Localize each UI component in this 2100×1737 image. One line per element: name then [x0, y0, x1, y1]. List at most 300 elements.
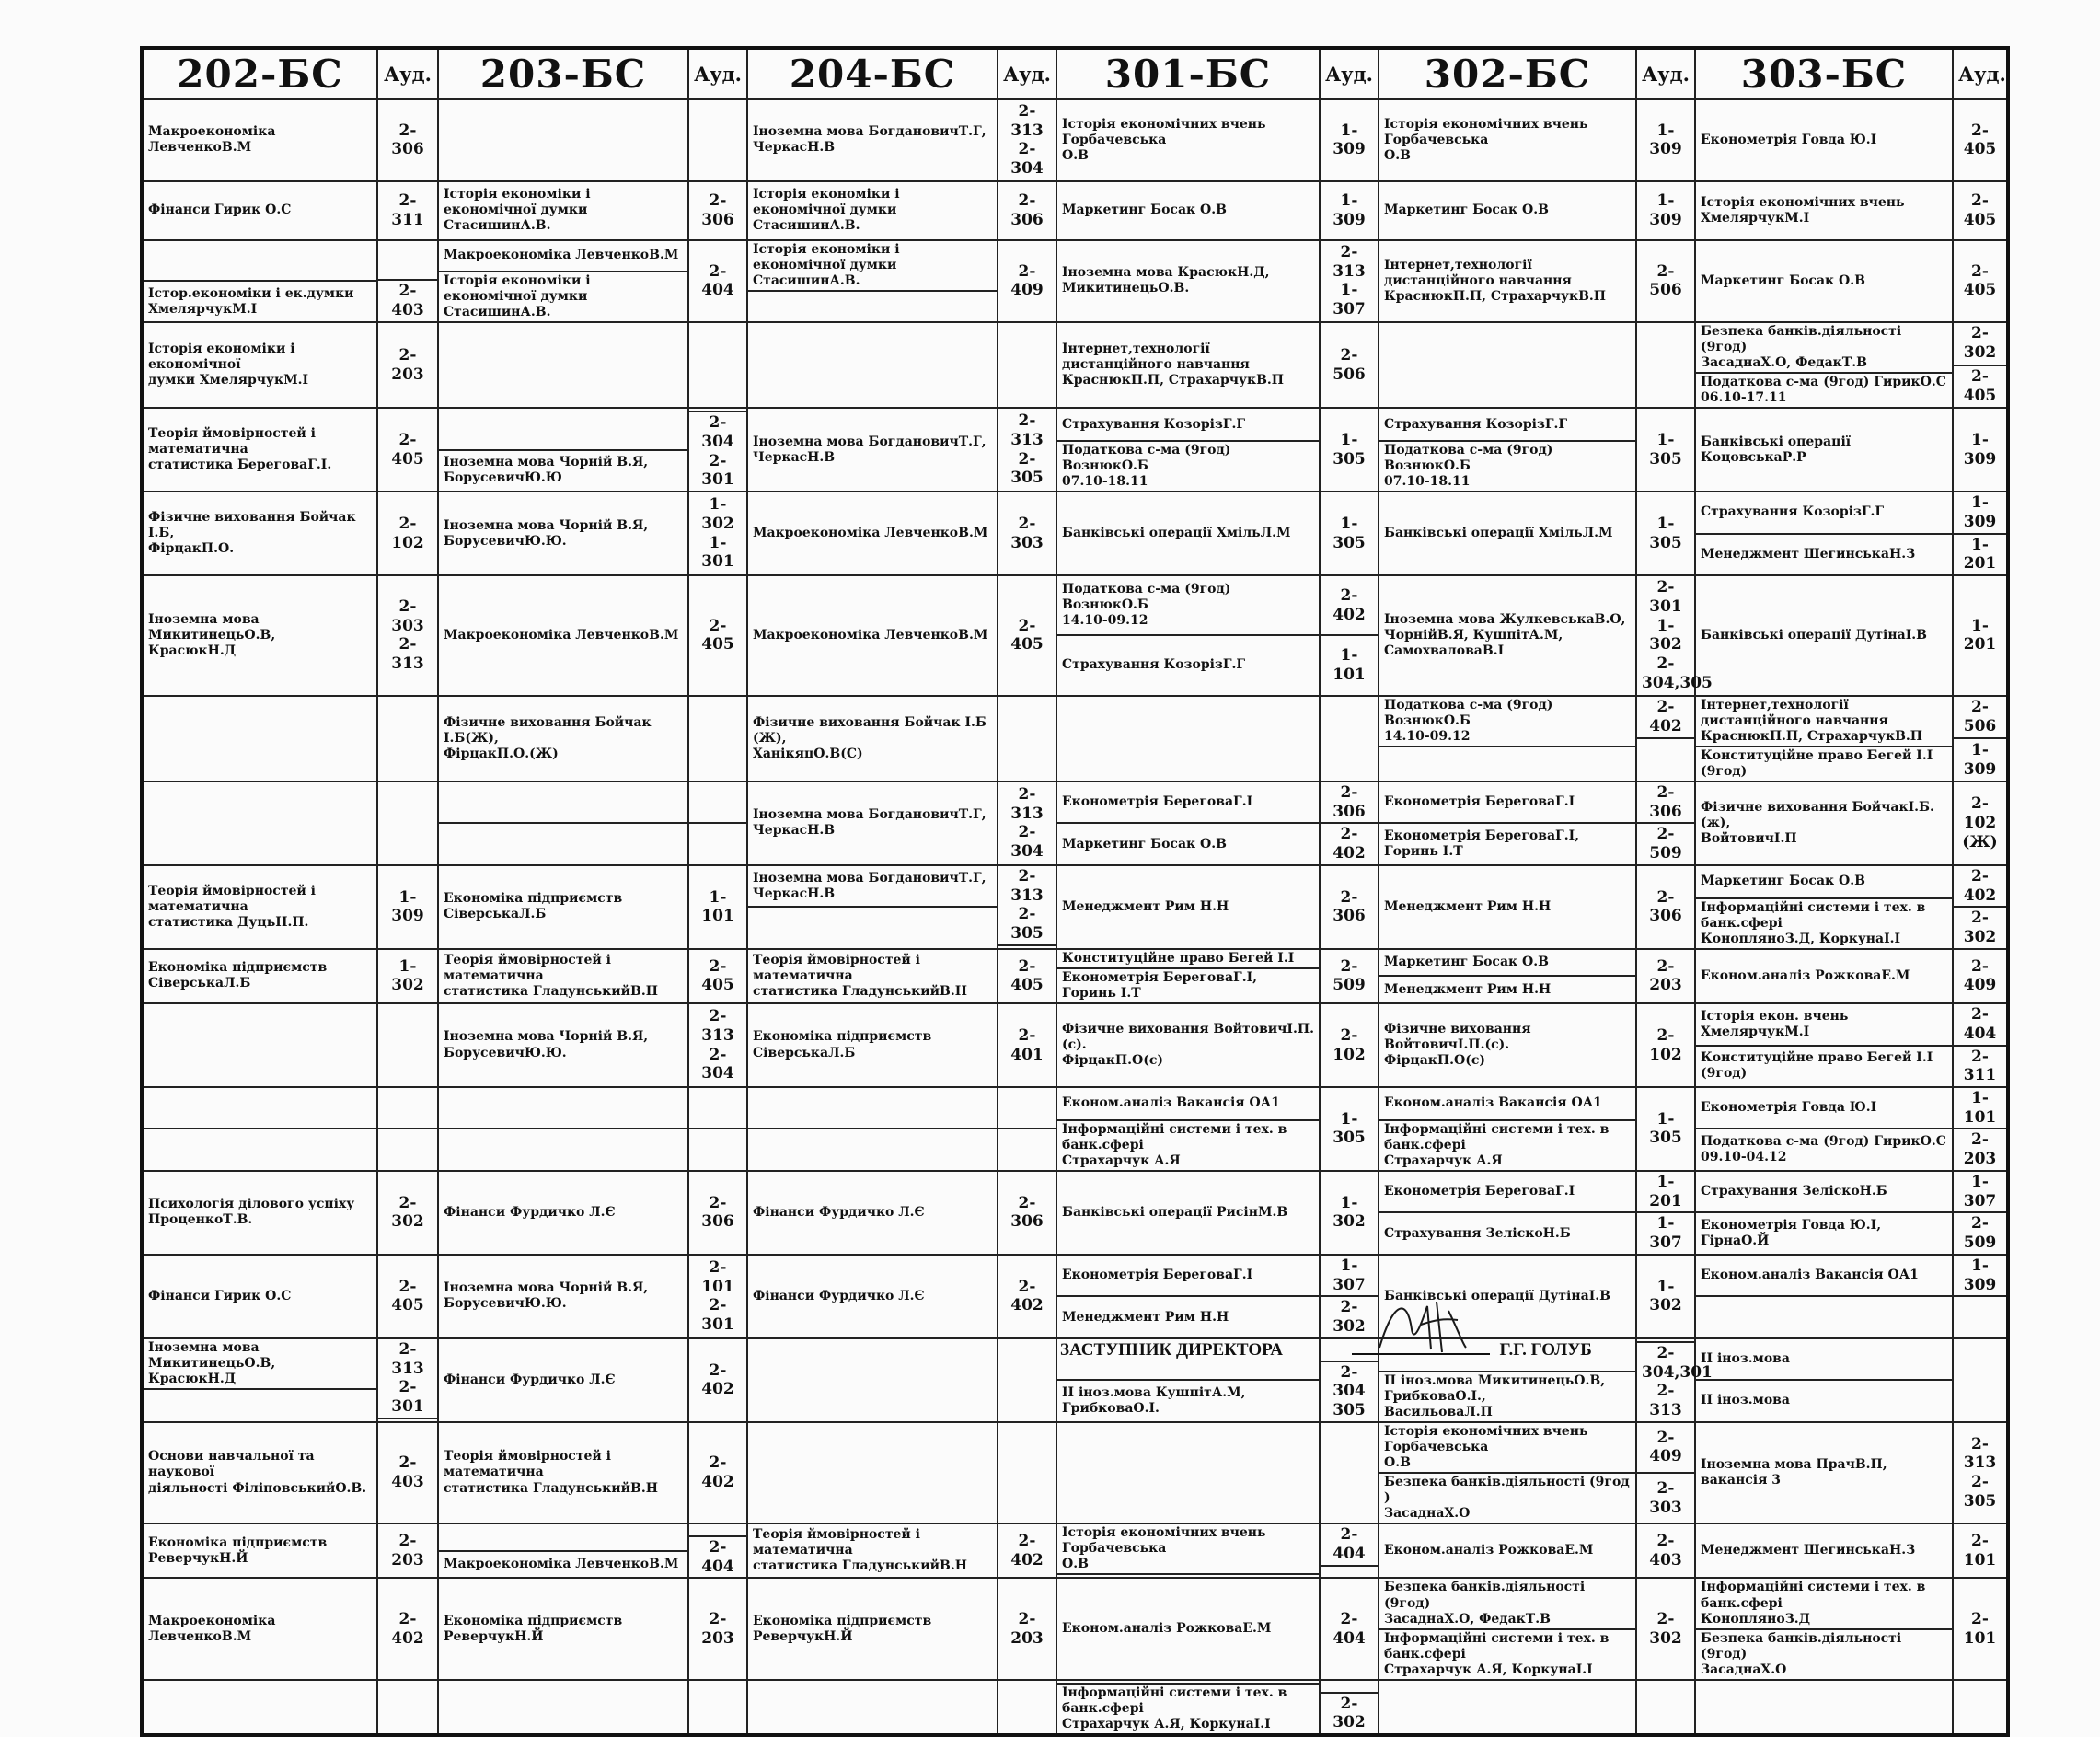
subject-cell — [1695, 1523, 1953, 1578]
split-part — [689, 1088, 746, 1128]
subject-line: Інформаційні системи і тех. в банк.сфері — [1062, 1685, 1287, 1716]
split-part — [1379, 1088, 1635, 1119]
subject-cell — [142, 1255, 377, 1338]
subject-line: Страхування ЗеліскоН.Б — [1701, 1184, 1887, 1199]
room-number: 2-401 — [1010, 1025, 1044, 1064]
room-number: 1-305 — [1333, 1109, 1366, 1148]
subject-cell — [142, 181, 377, 240]
subject-cell — [1695, 240, 1953, 322]
subject-cell — [1056, 1422, 1320, 1523]
subject-line: Іноземна мова Чорній В.Я, — [444, 517, 649, 533]
subject-cell — [142, 1003, 377, 1087]
subject-line: ЗасаднаХ.О — [1701, 1662, 1787, 1677]
room-number: 1-309 — [1963, 1256, 1997, 1294]
split-subjects — [1057, 1524, 1319, 1577]
split-part — [689, 782, 746, 822]
room-number: 1-101 — [701, 887, 734, 926]
subject-cell — [438, 1680, 688, 1735]
room-cell — [377, 99, 438, 181]
subject-cell — [747, 1338, 998, 1422]
room-number: 2-301 — [391, 1378, 424, 1416]
subject-cell — [142, 1680, 377, 1735]
room-cell — [1953, 1422, 2008, 1523]
room-number: 2-404 — [1963, 1005, 1997, 1043]
room-number: 2-313 — [391, 1339, 424, 1378]
split-part — [1057, 440, 1319, 491]
subject-line: ФірцакП.О(с) — [1384, 1053, 1485, 1069]
subject-cell — [1056, 1523, 1320, 1578]
subject-line: Макроекономіка ЛевченкоВ.М — [753, 526, 988, 541]
split-part — [689, 822, 746, 863]
subject-line: Фінанси Фурдичко Л.Є — [444, 1372, 616, 1387]
room-cell — [688, 181, 747, 240]
subject-cell — [142, 322, 377, 408]
room-cell — [1636, 1003, 1695, 1087]
split-rooms — [1637, 782, 1694, 864]
room-number: 1-309 — [1333, 121, 1366, 159]
subject-cell — [438, 1003, 688, 1087]
subject-cell — [438, 696, 688, 782]
schedule-row — [142, 575, 2008, 695]
split-part — [998, 1128, 1056, 1169]
room-number: 2-302 — [1963, 909, 1997, 947]
room-number: 2-403 — [1649, 1532, 1682, 1569]
split-part — [1057, 1683, 1319, 1733]
subject-line: ІІ іноз.мова — [1701, 1350, 1790, 1366]
subject-cell — [1695, 1578, 1953, 1679]
subject-line: ЧеркасН.В — [753, 823, 836, 839]
subject-line: Фізичне виховання Бойчак І.Б(Ж), — [444, 714, 652, 746]
split-part — [439, 241, 687, 271]
subject-cell — [142, 1523, 377, 1578]
split-rooms — [689, 1524, 746, 1577]
header-row — [142, 48, 2008, 99]
subject-line: Безпека банків.діяльності (9год) — [1701, 323, 1902, 354]
subject-line: Історія економіки і економічної — [148, 341, 295, 373]
split-part — [1696, 1172, 1952, 1211]
subject-cell — [438, 408, 688, 492]
room-cell — [1636, 240, 1695, 322]
split-part — [1696, 697, 1952, 746]
split-subjects — [1696, 323, 1952, 407]
room-number: 2-304 — [1010, 823, 1044, 862]
split-part — [1057, 634, 1319, 694]
split-part — [1696, 1256, 1952, 1295]
room-number: 2-402 — [391, 1609, 424, 1648]
subject-line: ІІ іноз.мова МикитинецьО.В, ГрибковаО.І., — [1384, 1372, 1606, 1404]
subject-line: Макроекономіка ЛевченкоВ.М — [753, 627, 988, 643]
subject-line: Інформаційні системи і тех. в банк.сфері — [1384, 1121, 1610, 1152]
split-rooms — [689, 409, 746, 491]
subject-line: Іноземна мова БогдановичТ.Г, — [753, 434, 987, 449]
split-subjects — [1696, 1579, 1952, 1678]
subject-cell — [747, 181, 998, 240]
subject-line: ЧеркасН.В — [753, 449, 836, 465]
subject-line: Фінанси Фурдичко Л.Є — [753, 1204, 925, 1220]
subject-line: МикитинецьО.В. — [1062, 281, 1190, 296]
split-part — [1379, 782, 1635, 822]
subject-line: Маркетинг Босак О.В — [1062, 836, 1227, 851]
subject-line: Страхування КозорізГ.Г — [1384, 416, 1568, 432]
subject-line: Маркетинг Босак О.В — [1062, 203, 1227, 218]
subject-line: ВойтовичІ.П — [1701, 830, 1797, 846]
split-subjects — [439, 241, 687, 321]
room-cell — [1953, 322, 2008, 408]
split-part — [1379, 1472, 1635, 1523]
subject-line: статистика ГладунськийВ.Н — [444, 983, 658, 999]
subject-line: Менеджмент Рим Н.Н — [1384, 898, 1552, 914]
room-number: 2-301 — [701, 1296, 734, 1335]
split-part — [1057, 576, 1319, 634]
subject-cell — [438, 1171, 688, 1255]
subject-cell — [142, 696, 377, 782]
split-part — [998, 944, 1056, 948]
room-number: (Ж) — [1962, 832, 1998, 851]
split-part — [1321, 1361, 1378, 1421]
split-part — [439, 1524, 687, 1550]
room-cell — [1636, 1523, 1695, 1578]
subject-line: ЗасаднаХ.О, ФедакТ.В — [1384, 1611, 1551, 1627]
split-part — [144, 1128, 376, 1169]
room-cell — [998, 181, 1056, 240]
subject-cell — [1695, 1338, 1953, 1422]
subject-cell — [1379, 782, 1636, 865]
subject-cell — [438, 322, 688, 408]
room-number: 2-303 — [391, 596, 424, 635]
room-number: 2-509 — [1649, 825, 1682, 863]
subject-cell — [1379, 322, 1636, 408]
group-header: 203-БС — [438, 48, 688, 99]
room-cell — [1636, 1578, 1695, 1679]
split-subjects — [1379, 782, 1635, 864]
subject-line: Страхування КозорізГ.Г — [1062, 416, 1246, 432]
room-number: 1-302 — [391, 956, 424, 995]
room-cell — [1320, 322, 1379, 408]
subject-line: Фінанси Фурдичко Л.Є — [444, 1204, 616, 1220]
subject-cell — [1056, 1171, 1320, 1255]
split-part — [1379, 697, 1635, 746]
room-number: 2-304 — [1010, 140, 1044, 179]
subject-line: Економ.аналіз Вакансія ОА1 — [1062, 1095, 1280, 1111]
room-number: 2-302 — [1333, 1694, 1366, 1732]
subject-line: Економ.аналіз Вакансія ОА1 — [1701, 1268, 1919, 1283]
subject-cell — [142, 782, 377, 865]
room-cell — [1953, 865, 2008, 949]
room-number: 2-301 — [1649, 578, 1682, 616]
split-part — [1321, 1295, 1378, 1337]
split-subjects — [1696, 1256, 1952, 1337]
subject-line: Страхування ЗеліскоН.Б — [1384, 1225, 1571, 1241]
subject-line: Фінанси Гирик О.С — [148, 203, 292, 218]
subject-cell — [1379, 696, 1636, 782]
group-header: 302-БС — [1379, 48, 1636, 99]
subject-line: Банківські операції ДутінаІ.В — [1701, 627, 1927, 643]
aud-header: Ауд. — [1636, 48, 1695, 99]
split-part — [1321, 1692, 1378, 1733]
split-subjects — [439, 409, 687, 491]
room-cell — [1320, 408, 1379, 492]
subject-line: Теорія ймовірностей і математична — [444, 952, 611, 983]
subject-line: ХмелярчукМ.І — [148, 301, 258, 317]
room-number: 2-402 — [1010, 1532, 1044, 1569]
room-number: 2-403 — [391, 282, 424, 320]
room-cell — [1953, 408, 2008, 492]
subject-line: Банківські операції ДутінаІ.В — [1384, 1288, 1610, 1303]
room-number: 2-301 — [701, 451, 734, 490]
split-part — [1696, 1004, 1952, 1044]
signature-mark — [1370, 1292, 1471, 1357]
subject-line: ЧорнійВ.Я, КушпітА.М, СамохваловаВ.І — [1384, 627, 1563, 658]
room-cell — [998, 408, 1056, 492]
room-number: 1-101 — [1963, 1088, 1997, 1127]
subject-cell — [1379, 1003, 1636, 1087]
subject-line: Економіка підприємств РеверчукН.Й — [444, 1613, 623, 1644]
subject-line: Інформаційні системи і тех. в банк.сфері — [1384, 1630, 1610, 1662]
subject-cell — [1379, 1422, 1636, 1523]
subject-cell — [438, 865, 688, 949]
room-cell — [688, 1578, 747, 1679]
room-number: 2-409 — [1010, 261, 1044, 300]
split-part — [1954, 1256, 2006, 1295]
room-cell — [688, 322, 747, 408]
split-part — [1379, 950, 1635, 976]
subject-line: Економ.аналіз РожковаЕ.М — [1701, 967, 1910, 983]
subject-cell — [747, 1171, 998, 1255]
room-cell — [1320, 865, 1379, 949]
subject-cell — [747, 1680, 998, 1735]
split-part — [1954, 1128, 2006, 1169]
split-rooms — [1954, 866, 2006, 948]
split-part — [1637, 1423, 1694, 1472]
aud-header: Ауд. — [688, 48, 747, 99]
room-number: 2-102 — [1649, 1025, 1682, 1064]
aud-header: Ауд. — [998, 48, 1056, 99]
subject-line: Істор.економіки і ек.думки — [148, 285, 354, 301]
room-cell — [1320, 696, 1379, 782]
room-cell — [688, 782, 747, 865]
subject-cell — [1695, 1422, 1953, 1523]
room-cell — [1320, 949, 1379, 1003]
split-subjects — [1057, 1681, 1319, 1733]
subject-line: Податкова с-ма (9год) ВознюкО.Б — [1062, 442, 1231, 474]
subject-line: Економ.аналіз Вакансія ОА1 — [1384, 1095, 1602, 1111]
room-number: 2-409 — [1963, 956, 1997, 995]
subject-cell — [1379, 1578, 1636, 1679]
room-number: 2-102 — [391, 514, 424, 552]
subject-cell — [142, 1087, 377, 1171]
subject-line: Історія економіки і економічної думки — [444, 272, 591, 304]
subject-line: Іноземна мова БогдановичТ.Г, — [753, 870, 987, 886]
split-part — [144, 1088, 376, 1128]
subject-line: Інформаційні системи і тех. в банк.сфері — [1062, 1121, 1287, 1152]
room-cell — [1953, 1255, 2008, 1338]
room-number: 2-203 — [1010, 1609, 1044, 1648]
split-rooms — [1954, 1004, 2006, 1086]
split-part — [1637, 822, 1694, 863]
room-cell — [1320, 240, 1379, 322]
split-subjects — [1696, 492, 1952, 574]
room-number: 2-305 — [1010, 905, 1044, 944]
group-header: 204-БС — [747, 48, 998, 99]
room-cell — [1953, 1680, 2008, 1735]
room-cell — [1636, 181, 1695, 240]
subject-line: Теорія ймовірностей і математична — [444, 1449, 611, 1480]
subject-cell — [747, 1087, 998, 1171]
subject-cell — [1379, 1087, 1636, 1171]
schedule-row — [142, 1171, 2008, 1255]
subject-line: Теорія ймовірностей і математична — [753, 952, 920, 983]
split-part — [144, 280, 376, 320]
split-part — [1696, 1379, 1952, 1420]
split-part — [1321, 1565, 1378, 1578]
subject-line: Іноземна мова ЖулкевськаВ.О, — [1384, 611, 1626, 627]
room-number: 2-402 — [1010, 1277, 1044, 1315]
subject-cell — [438, 1255, 688, 1338]
room-cell — [377, 949, 438, 1003]
subject-cell — [1056, 1003, 1320, 1087]
split-part — [1954, 533, 2006, 574]
room-number: 2-313 — [1333, 242, 1366, 281]
room-cell — [688, 575, 747, 695]
subject-cell — [1379, 865, 1636, 949]
room-number: 1-307 — [1333, 281, 1366, 319]
room-cell — [1953, 1338, 2008, 1422]
subject-line: статистика ДуцьН.П. — [148, 914, 309, 930]
split-part — [998, 1088, 1056, 1128]
subject-line: ФірцакП.О(с) — [1062, 1053, 1163, 1069]
subject-line: ФірцакП.О. — [148, 541, 235, 557]
split-rooms — [689, 782, 746, 864]
subject-line: Макроекономіка ЛевченкоВ.М — [444, 627, 679, 643]
subject-line: Іноземна мова МикитинецьО.В, — [148, 611, 276, 643]
subject-line: Іноземна мова БогдановичТ.Г, — [753, 807, 987, 823]
room-cell — [377, 865, 438, 949]
room-cell — [688, 1003, 747, 1087]
subject-line: Історія економічних вчень — [1701, 194, 1905, 210]
room-number: 1-309 — [1963, 493, 1997, 531]
room-number: 2-306 — [391, 121, 424, 159]
subject-line: ХмелярчукМ.І — [1701, 210, 1810, 226]
split-part — [1057, 409, 1319, 440]
split-subjects — [1696, 1339, 1952, 1421]
subject-line: Макроекономіка ЛевченкоВ.М — [148, 124, 276, 156]
subject-line: Страхарчук А.Я — [1062, 1152, 1181, 1168]
subject-line: Історія економіки і економічної думки — [753, 187, 900, 218]
room-number: 1-302 — [1333, 1193, 1366, 1232]
subject-cell — [747, 1578, 998, 1679]
room-number: 2-313 — [1010, 866, 1044, 905]
room-number: 2-405 — [1963, 191, 1997, 229]
subject-cell — [142, 99, 377, 181]
room-number: 1-305 — [1649, 1109, 1682, 1148]
subject-cell — [747, 1422, 998, 1523]
room-number: 1-307 — [1649, 1214, 1682, 1253]
room-number: 2-311 — [1963, 1047, 1997, 1085]
schedule-row — [142, 492, 2008, 575]
room-number: 2-313 — [1010, 411, 1044, 449]
subject-cell — [1056, 1680, 1320, 1735]
room-cell — [688, 1087, 747, 1171]
subject-line: СтасишинА.В. — [444, 218, 551, 234]
room-number: 2-404 — [1333, 1525, 1366, 1563]
room-cell — [688, 696, 747, 782]
room-cell — [377, 575, 438, 695]
subject-line: Фінанси Фурдичко Л.Є — [753, 1288, 925, 1303]
subject-line: Інформаційні системи і тех. в банк.сфері — [1701, 1580, 1926, 1611]
room-number: 2-203 — [1963, 1130, 1997, 1169]
subject-cell — [1056, 1255, 1320, 1338]
subject-line: ЗасаднаХ.О, ФедакТ.В — [1701, 355, 1867, 371]
room-number: 1-309 — [1649, 121, 1682, 159]
split-rooms — [1954, 1172, 2006, 1254]
room-number: 2-402 — [1649, 698, 1682, 735]
subject-cell — [1695, 322, 1953, 408]
subject-line: Макроекономіка ЛевченкоВ.М — [444, 1557, 679, 1572]
subject-line: Фізичне виховання ВойтовичІ.П.(с). — [1384, 1021, 1531, 1052]
subject-line: Інтернет,технології дистанційного навчання — [1701, 697, 1888, 728]
split-part — [439, 409, 687, 448]
split-subjects — [1696, 866, 1952, 948]
subject-line: 07.10-18.11 — [1062, 474, 1148, 490]
subject-cell — [142, 408, 377, 492]
subject-cell — [1695, 782, 1953, 865]
room-cell — [377, 181, 438, 240]
subject-line: діяльності ФіліповськийО.В. — [148, 1480, 367, 1496]
subject-line: Іноземна мова ПрачВ.П, вакансія 3 — [1701, 1456, 1887, 1488]
split-subjects — [1696, 1172, 1952, 1254]
subject-cell — [1695, 1003, 1953, 1087]
room-number: 2-405 — [1963, 261, 1997, 300]
room-number: 1-302 — [1649, 616, 1682, 654]
subject-line: Менеджмент Рим Н.Н — [1062, 898, 1229, 914]
split-rooms — [1637, 1339, 1713, 1421]
split-part — [439, 1128, 687, 1169]
room-cell — [688, 1338, 747, 1422]
room-number: 1-302 — [1649, 1277, 1682, 1315]
room-number: 2-306 — [701, 1193, 734, 1232]
split-part — [748, 866, 997, 906]
subject-cell — [1056, 492, 1320, 575]
split-part — [1637, 1341, 1713, 1421]
subject-cell — [438, 1523, 688, 1578]
room-number: 2-303 — [1010, 514, 1044, 552]
split-part — [1954, 866, 2006, 906]
subject-cell — [747, 575, 998, 695]
subject-line: Менеджмент Рим Н.Н — [1062, 1309, 1229, 1325]
room-cell — [1636, 1171, 1695, 1255]
split-part — [1379, 1628, 1635, 1679]
subject-line: Економетрія БереговаГ.І, Горинь І.Т — [1062, 969, 1258, 1001]
schedule-row — [142, 865, 2008, 949]
room-cell — [688, 1171, 747, 1255]
split-part — [748, 1128, 997, 1169]
split-part — [1696, 533, 1952, 574]
subject-cell — [1695, 949, 1953, 1003]
split-rooms — [1954, 1088, 2006, 1170]
room-number: 1-302 — [701, 495, 734, 533]
subject-line: Інформаційні системи і тех. в банк.сфері — [1701, 899, 1926, 931]
room-cell — [377, 1087, 438, 1171]
split-rooms — [1954, 492, 2006, 574]
subject-line: КраснюкП.П, СтрахарчукВ.П — [1701, 728, 1923, 744]
room-number: 2-313 — [1010, 102, 1044, 140]
subject-line: ІІ іноз.мова КушпітА.М, ГрибковаО.І. — [1062, 1384, 1246, 1416]
subject-line: Маркетинг Босак О.В — [1701, 874, 1865, 889]
subject-cell — [747, 1523, 998, 1578]
subject-cell — [1056, 575, 1320, 695]
room-cell — [377, 240, 438, 322]
subject-cell — [438, 99, 688, 181]
